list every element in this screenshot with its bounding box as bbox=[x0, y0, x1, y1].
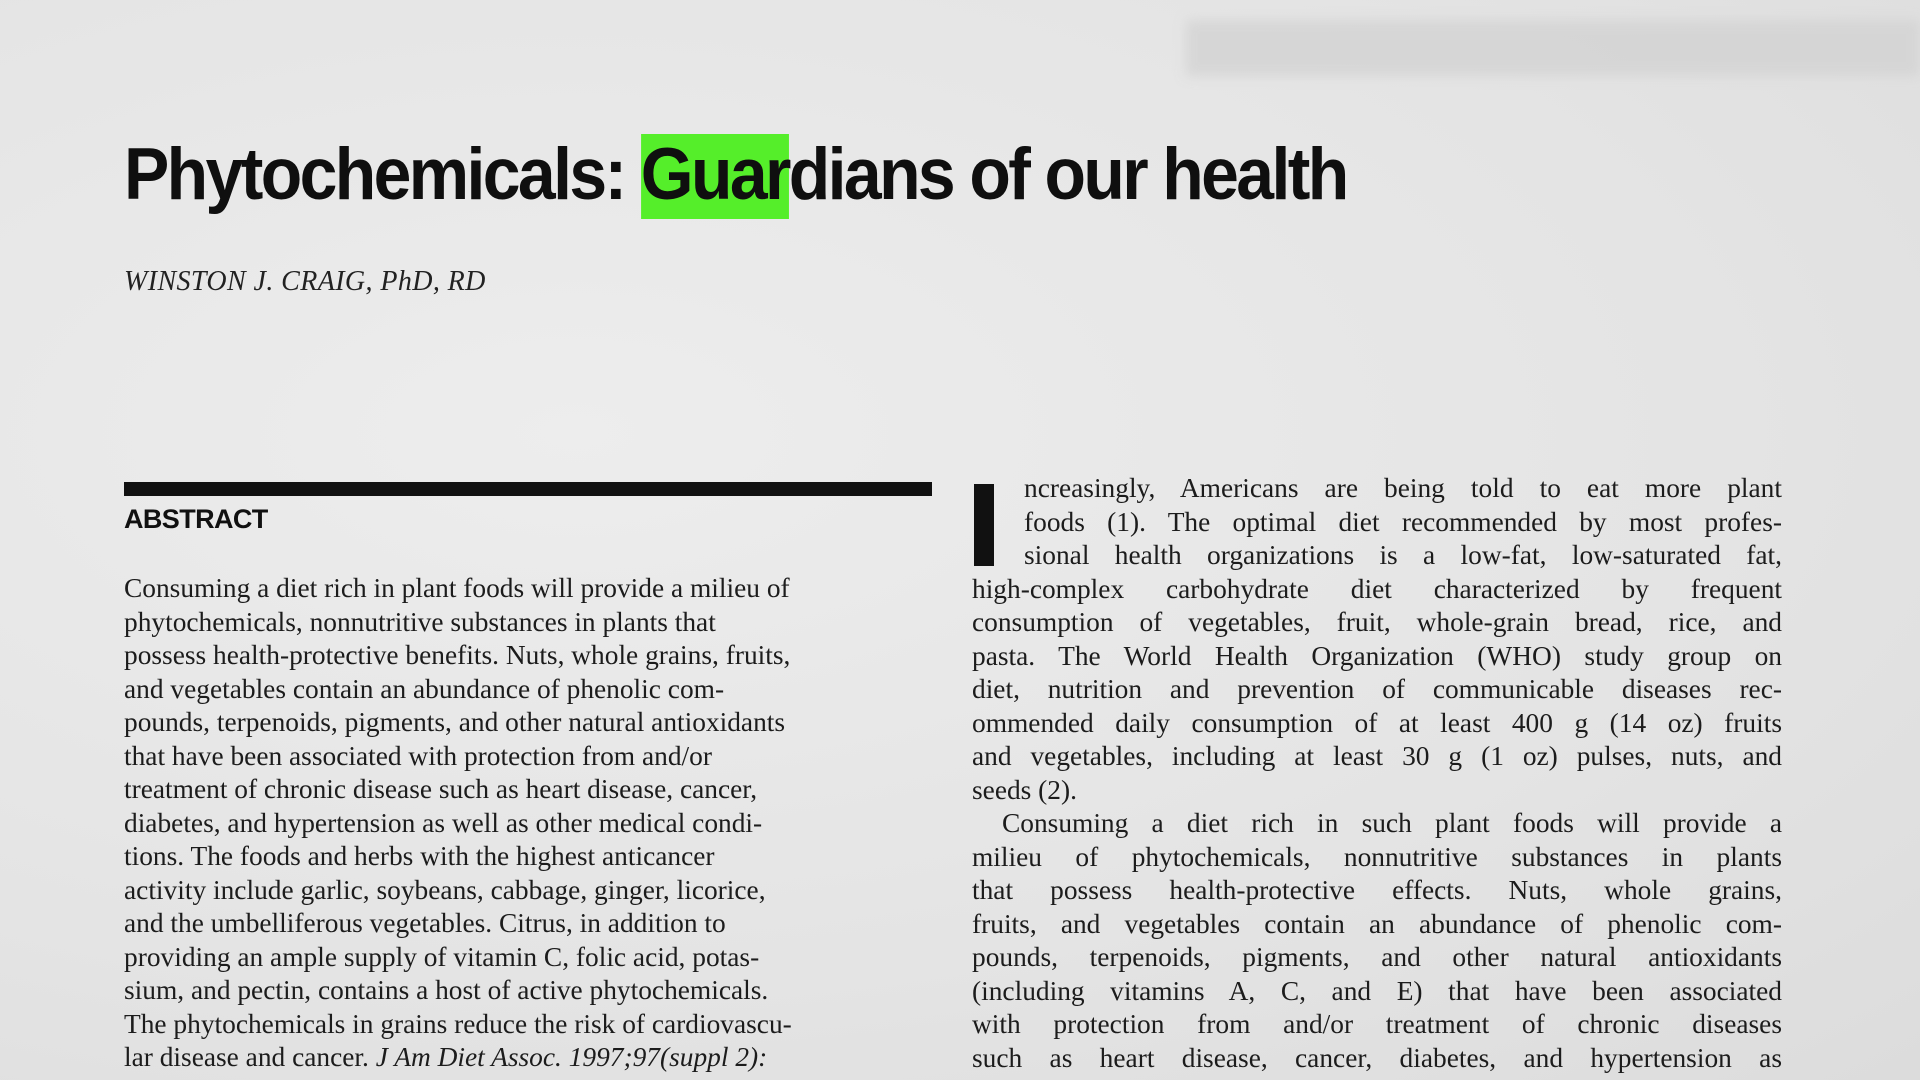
title-highlight[interactable]: Guar bbox=[641, 134, 789, 219]
abstract-line: providing an ample supply of vitamin C, folic acid, potas- bbox=[124, 941, 760, 972]
body-line: high-complex carbohydrate diet characterized by frequent bbox=[972, 573, 1782, 604]
abstract-last-line bbox=[124, 1041, 938, 1075]
body-line: pasta. The World Health Organization (WHO) study group on bbox=[972, 640, 1782, 671]
abstract-line: Consuming a diet rich in plant foods will provide a milieu of bbox=[124, 573, 790, 603]
abstract-rule bbox=[124, 482, 932, 496]
abstract-line: tions. The foods and herbs with the highest anticancer bbox=[124, 841, 715, 871]
body-line: consumption of vegetables, fruit, whole-grain bread, rice, and bbox=[972, 607, 1782, 637]
abstract-line: sium, and pectin, contains a host of active phytochemicals. bbox=[124, 975, 769, 1005]
body-line: diet, nutrition and prevention of communicable diseases rec- bbox=[972, 674, 1782, 704]
abstract-line: phytochemicals, nonnutritive substances in plants that bbox=[124, 606, 716, 637]
body-line: and vegetables, including at least 30 g (1 oz) pulses, nuts, and bbox=[972, 741, 1782, 771]
abstract-last-text: lar disease and cancer. bbox=[124, 1042, 376, 1072]
body-line: with protection from and/or treatment of chronic diseases bbox=[972, 1009, 1782, 1039]
scan-smudge bbox=[1186, 20, 1920, 76]
body-line: such as heart disease, cancer, diabetes, and hypertension as bbox=[972, 1042, 1782, 1073]
body-line: ncreasingly, Americans are being told to eat more plant bbox=[1024, 473, 1782, 503]
body-line: foods (1). The optimal diet recommended by most profes- bbox=[1024, 506, 1782, 537]
article-title bbox=[124, 128, 1347, 222]
body-line: that possess health-protective effects. Nuts, whole grains, bbox=[972, 875, 1782, 905]
abstract-line: pounds, terpenoids, pigments, and other natural antioxidants bbox=[124, 707, 786, 737]
body-line: sional health organizations is a low-fat, low-saturated fat, bbox=[1024, 540, 1782, 570]
abstract-line: possess health-protective benefits. Nuts, whole grains, fruits, bbox=[124, 640, 791, 670]
abstract-line: and the umbelliferous vegetables. Citrus, in addition to bbox=[124, 908, 726, 938]
author-byline: WINSTON J. CRAIG, PhD, RD bbox=[124, 266, 486, 297]
abstract-line: activity include garlic, soybeans, cabbage, ginger, licorice, bbox=[124, 874, 766, 905]
abstract-line: that have been associated with protection from and/or bbox=[124, 740, 712, 771]
abstract-line: diabetes, and hypertension as well as other medical condi- bbox=[124, 807, 763, 838]
body-column bbox=[972, 472, 1782, 1075]
body-line: fruits, and vegetables contain an abundance of phenolic com- bbox=[972, 908, 1782, 939]
journal-citation: J Am Diet Assoc. 1997;97(suppl 2): bbox=[375, 1042, 768, 1072]
title-part1: Phytochemicals: bbox=[124, 134, 641, 215]
abstract-line: and vegetables contain an abundance of phenolic com- bbox=[124, 673, 725, 704]
body-line: ommended daily consumption of at least 400 g (14 oz) fruits bbox=[972, 707, 1782, 738]
body-line: seeds (2). bbox=[972, 774, 1077, 805]
abstract-text bbox=[124, 572, 938, 1075]
body-line: pounds, terpenoids, pigments, and other natural antioxidants bbox=[972, 942, 1782, 972]
abstract-heading: ABSTRACT bbox=[124, 504, 268, 534]
abstract-line: treatment of chronic disease such as heart disease, cancer, bbox=[124, 774, 758, 804]
title-part2: dians of our health bbox=[788, 134, 1347, 215]
body-line: milieu of phytochemicals, nonnutritive substances in plants bbox=[972, 841, 1782, 872]
abstract-line: The phytochemicals in grains reduce the risk of cardiovascu- bbox=[124, 1008, 792, 1039]
body-line: Consuming a diet rich in such plant foods will provide a bbox=[1002, 808, 1782, 838]
body-line: (including vitamins A, C, and E) that have been associated bbox=[972, 975, 1782, 1006]
